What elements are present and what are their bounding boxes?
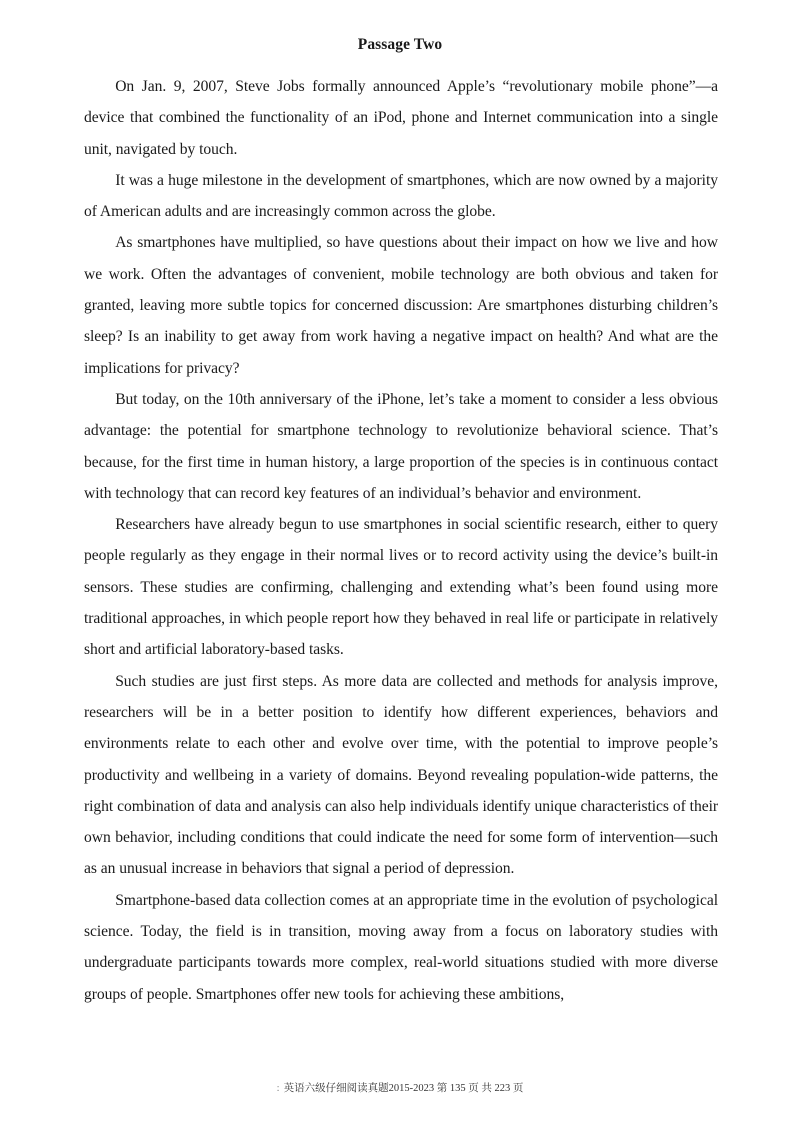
paragraph-2: It was a huge milestone in the development of smartphones, which are now owned by a majority of American adults and are increasingly common across the globe. <box>84 171 718 221</box>
footer-mark: : <box>276 1083 280 1094</box>
paragraph-1: On Jan. 9, 2007, Steve Jobs formally announced Apple’s “revolutionary mobile phone”—a device that combined the functionality of an iPod, phone and Internet communication into a single unit, navigated by touch. <box>84 78 718 158</box>
paragraph-6: Such studies are just first steps. As more data are collected and methods for analysis improve, researchers will be in a better position to identify how different experiences, behaviors and environments relate to each other and evolve over time, with the potential to improve people’s productivity and wellbeing in a variety of domains. Beyond revealing population-wide patterns, the right combination of data and analysis can also help individuals identify unique characteristics of their own behavior, including conditions that could indicate the need for some form of intervention—such as an unusual increase in behaviors that signal a period of depression. <box>84 672 718 878</box>
paragraph-7: Smartphone-based data collection comes at an appropriate time in the evolution of psychological science. Today, the field is in transition, moving away from a focus on laboratory studies with undergraduate participants towards more complex, real-world situations studied with more diverse groups of people. Smartphones offer new tools for achieving these ambitions, <box>84 891 718 1003</box>
paragraph-4: But today, on the 10th anniversary of the iPhone, let’s take a moment to consider a less obvious advantage: the potential for smartphone technology to revolutionize behavioral science. That’s because, for the first time in human history, a large proportion of the species is in continuous contact with technology that can record key features of an individual’s behavior and environment. <box>84 390 718 502</box>
footer-page-info: 英语六级仔细阅读真题2015-2023 第 135 页 共 223 页 <box>283 1083 524 1094</box>
paragraph-5: Researchers have already begun to use smartphones in social scientific research, either to query people regularly as they engage in their normal lives or to record activity using the device’s built-in sensors. These studies are confirming, challenging and extending what’s been found using more traditional approaches, in which people report how they behaved in real life or participate in relatively short and artificial laboratory-based tasks. <box>84 516 718 659</box>
passage-title: Passage Two <box>357 36 443 53</box>
paragraph-3: As smartphones have multiplied, so have questions about their impact on how we live and how we work. Often the advantages of convenient, mobile technology are both obvious and taken for granted, leaving more subtle topics for concerned discussion: Are smartphones disturbing children’s sleep? Is an inability to get away from work having a negative impact on health? And what are the implications for privacy? <box>84 234 718 377</box>
page-footer <box>0 1080 800 1095</box>
passage-body <box>84 71 718 1010</box>
